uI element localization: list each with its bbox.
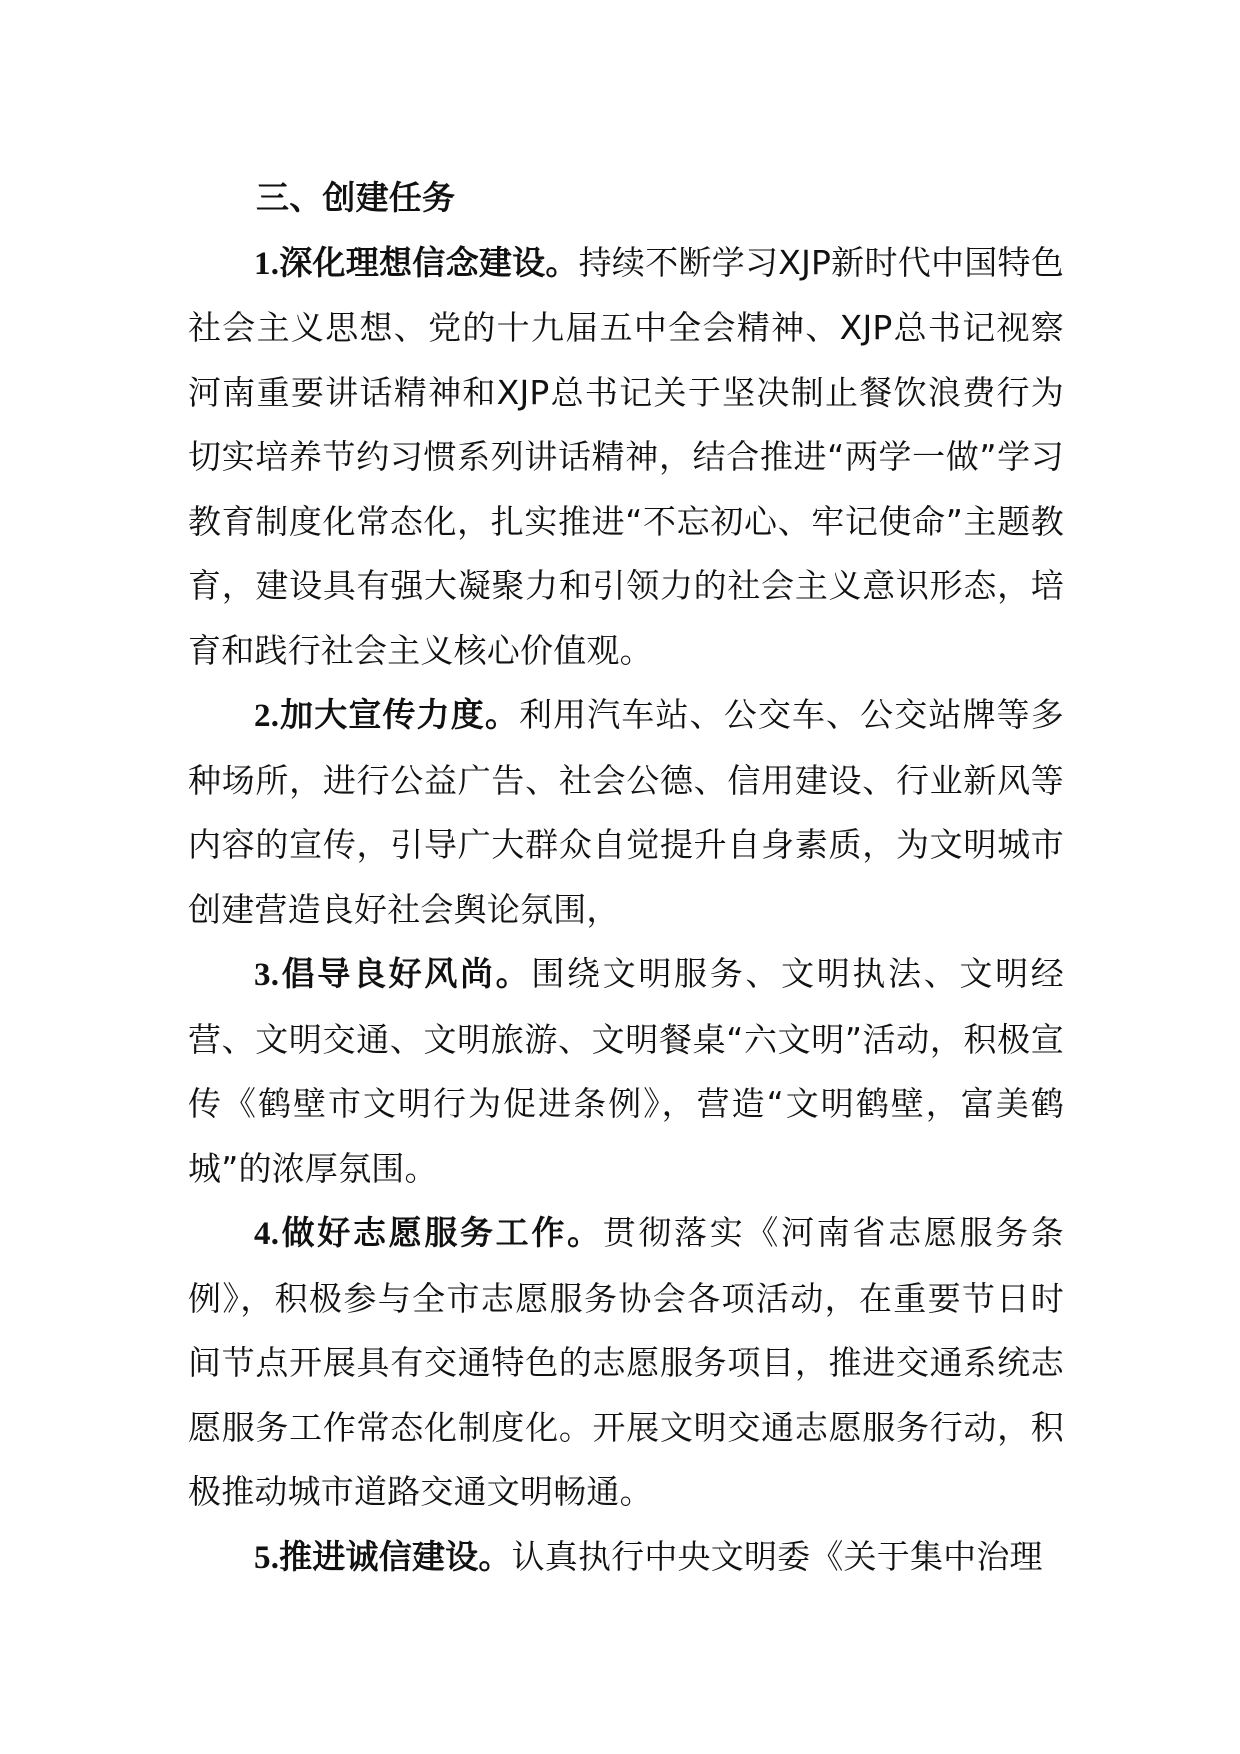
item-body: 持续不断学习XJP新时代中国特色社会主义思想、党的十九届五中全会精神、XJP总书记视察河南重要讲话精神和XJP总书记关于坚决制止餐饮浪费行为切实培养节约习惯系列讲话精神，结合推进“两学一做”学习教育制度化常态化，扎实推进“不忘初心、牢记使命”主题教育，建设具有强大凝聚力和引领力的社会主义意识形态，培育和践行社会主义核心价值观。 [188,242,1064,670]
item-body: 贯彻落实《河南省志愿服务条例》，积极参与全市志愿服务协会各项活动，在重要节日时间节点开展具有交通特色的志愿服务项目，推进交通系统志愿服务工作常态化制度化。开展文明交通志愿服务行动，积极推动城市道路交通文明畅通。 [188,1213,1064,1511]
item-number: 1. [254,245,280,282]
item-body: 利用汽车站、公交车、公交站牌等多种场所，进行公益广告、社会公德、信用建设、行业新风等内容的宣传，引导广大群众自觉提升自身素质，为文明城市创建营造良好社会舆论氛围， [188,695,1065,929]
item-body: 认真执行中央文明委《关于集中治理 [511,1536,1043,1576]
item-title: 加大宣传力度。 [279,695,519,734]
item-number: 4. [254,1216,280,1252]
paragraph-item-3 [188,942,1064,1201]
paragraph-item-2 [188,683,1064,942]
section-heading: 三、创建任务 [256,178,456,217]
item-title: 做好志愿服务工作。 [279,1213,603,1252]
item-number: 5. [254,1539,280,1576]
paragraph-item-4 [188,1201,1064,1525]
item-number: 2. [254,698,280,734]
item-number: 3. [254,957,280,993]
paragraph-item-5 [188,1525,1064,1591]
document-body [188,166,1064,1590]
paragraph-item-1 [188,231,1064,684]
item-title: 推进诚信建设。 [279,1536,512,1576]
item-title: 倡导良好风尚。 [279,954,532,993]
item-title: 深化理想信念建设。 [279,242,579,282]
item-body: 围绕文明服务、文明执法、文明经营、文明交通、文明旅游、文明餐桌“六文明”活动，积极宣传《鹤壁市文明行为促进条例》，营造“文明鹤壁，富美鹤城”的浓厚氛围。 [188,954,1065,1188]
